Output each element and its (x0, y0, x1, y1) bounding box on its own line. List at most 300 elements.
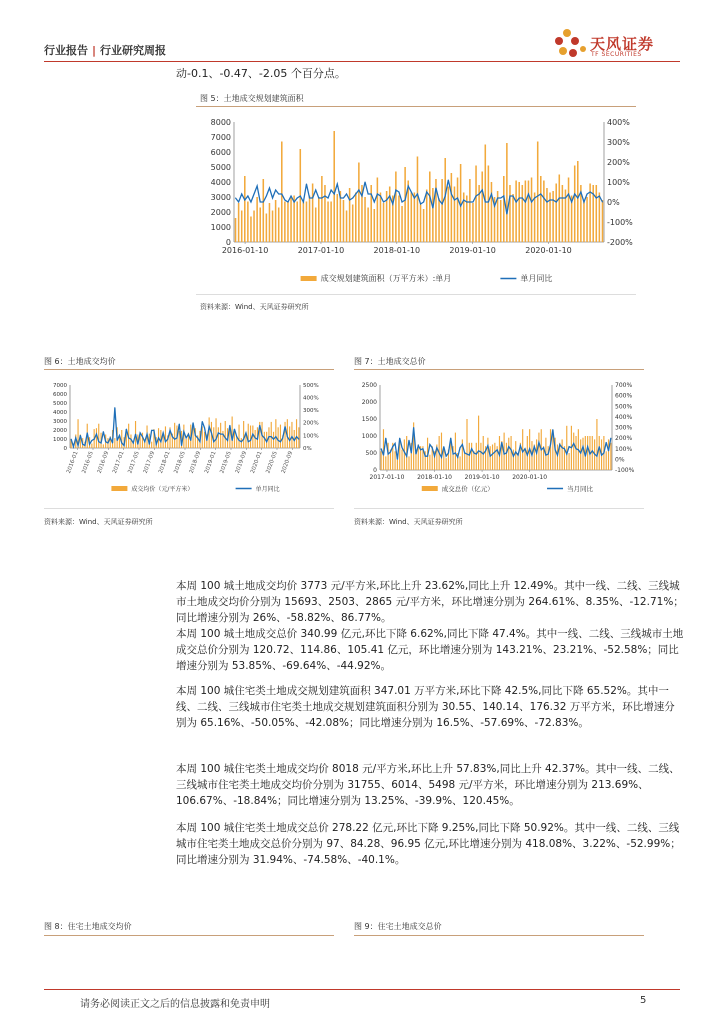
line-point (287, 436, 288, 437)
line-point (460, 206, 461, 207)
line-point (420, 449, 421, 450)
bar (241, 438, 242, 448)
line-point (432, 447, 433, 448)
bar (222, 431, 223, 448)
bar (103, 444, 104, 448)
bar (381, 451, 382, 470)
line-point (309, 198, 310, 199)
line-point (153, 430, 154, 431)
bar (540, 176, 542, 242)
line-point (331, 190, 332, 191)
bar (275, 200, 277, 242)
intro-text: 动-0.1、-0.47、-2.05 个百分点。 (176, 67, 346, 80)
bar (352, 205, 354, 243)
category-label: 行业报告 (44, 44, 88, 57)
x-tick-label: 2018-05 (173, 450, 187, 475)
bar (473, 451, 474, 470)
line-point (252, 434, 253, 435)
line-point (133, 442, 134, 443)
bar (459, 456, 460, 470)
line-point (337, 184, 338, 185)
line-point (222, 434, 223, 435)
right-tick-label: 500% (303, 382, 319, 389)
legend-line-label: 单月同比 (520, 274, 553, 283)
bar (569, 453, 570, 470)
line-point (608, 450, 609, 451)
bar (408, 456, 409, 470)
line-point (448, 453, 449, 454)
line-point (190, 440, 191, 441)
line-point (411, 453, 412, 454)
bar (330, 202, 332, 243)
line-point (442, 204, 443, 205)
footer-disclaimer: 请务必阅读正文之后的信息披露和免责申明 (80, 999, 270, 1010)
page-number: 5 (640, 995, 647, 1006)
line-point (534, 446, 535, 447)
bar (96, 428, 97, 448)
left-tick-label: 500 (365, 450, 377, 458)
line-point (429, 444, 430, 445)
line-point (494, 206, 495, 207)
right-tick-label: 700% (615, 382, 633, 390)
line-point (550, 444, 551, 445)
bar (290, 197, 292, 242)
line-point (602, 202, 603, 203)
line-point (555, 449, 556, 450)
bar (271, 422, 272, 448)
line-point (236, 436, 237, 437)
x-tick-label: 2016-09 (96, 450, 111, 475)
line-point (358, 190, 359, 191)
right-tick-label: 0% (615, 456, 625, 464)
line-point (543, 198, 544, 199)
line-point (471, 448, 472, 449)
line-point (568, 194, 569, 195)
bar (309, 196, 311, 243)
figure-6-title: 图 6：土地成交均价 (44, 357, 116, 366)
right-tick-label: 300% (607, 137, 630, 147)
line-point (501, 442, 502, 443)
right-tick-label: -200% (607, 237, 633, 247)
line-point (392, 446, 393, 447)
line-point (479, 194, 480, 195)
line-point (520, 445, 521, 446)
left-tick-label: 1500 (361, 416, 377, 424)
bar (367, 208, 369, 243)
figure-6-source: 资料来源：Wind、天风证券研究所 (44, 518, 153, 526)
line-point (328, 198, 329, 199)
line-point (460, 447, 461, 448)
bar (321, 176, 323, 242)
bar (448, 187, 450, 243)
bar (324, 185, 326, 242)
right-tick-label: 400% (615, 413, 633, 421)
bar (446, 458, 447, 470)
line-point (278, 440, 279, 441)
line-point (315, 190, 316, 191)
right-tick-label: 100% (607, 177, 630, 187)
line-point (564, 448, 565, 449)
line-point (264, 437, 265, 438)
figure-9-rule (354, 935, 644, 936)
subcategory-label: 行业研究周报 (100, 44, 167, 57)
bar (608, 439, 609, 470)
left-tick-label: 5000 (53, 400, 67, 407)
line-point (239, 440, 240, 441)
bar (466, 419, 467, 470)
line-point (478, 450, 479, 451)
left-tick-label: 4000 (210, 177, 231, 187)
bar (592, 436, 593, 470)
left-tick-label: 2500 (361, 382, 377, 390)
line-point (254, 194, 255, 195)
legend-bar-label: 成交均价（元/平方米） (131, 486, 194, 493)
right-tick-label: 400% (303, 395, 319, 402)
bar (174, 423, 175, 448)
bar (355, 193, 357, 243)
bar (269, 203, 271, 242)
line-point (149, 444, 150, 445)
bar (515, 441, 516, 470)
line-point (227, 440, 228, 441)
bar (244, 176, 246, 242)
line-point (268, 436, 269, 437)
line-point (263, 202, 264, 203)
legend-bar-swatch (111, 486, 127, 491)
left-tick-label: 2000 (361, 399, 377, 407)
x-tick-label: 2016-01-10 (221, 246, 269, 255)
line-point (114, 407, 115, 408)
bar (296, 202, 298, 243)
line-point (494, 451, 495, 452)
line-point (140, 432, 141, 433)
figure-7-source: 资料来源：Wind、天风证券研究所 (354, 518, 463, 526)
line-point (469, 455, 470, 456)
line-point (511, 449, 512, 450)
bar (438, 199, 440, 243)
line-point (300, 196, 301, 197)
line-point (158, 437, 159, 438)
figure-5-title: 图 5：土地成交规划建筑面积 (200, 94, 304, 103)
line-point (573, 443, 574, 444)
line-point (385, 438, 386, 439)
line-point (144, 441, 145, 442)
line-point (580, 192, 581, 193)
x-tick-label: 2017-01-10 (297, 246, 345, 255)
line-point (275, 436, 276, 437)
bar (574, 166, 576, 243)
bar (537, 142, 539, 243)
line-point (472, 202, 473, 203)
line-point (435, 188, 436, 189)
line-point (455, 453, 456, 454)
line-point (590, 192, 591, 193)
line-point (388, 454, 389, 455)
line-point (91, 440, 92, 441)
bar (374, 209, 376, 242)
bar (506, 143, 508, 242)
line-point (587, 194, 588, 195)
left-tick-label: 7000 (210, 132, 231, 142)
left-tick-label: 5000 (210, 162, 231, 172)
line-point (531, 455, 532, 456)
chart-svg (350, 375, 650, 500)
line-point (441, 457, 442, 458)
bar (303, 202, 305, 243)
line-point (82, 444, 83, 445)
bar (404, 167, 406, 242)
line-point (119, 435, 120, 436)
left-tick-label: 8000 (210, 117, 231, 127)
line-point (377, 194, 378, 195)
line-point (386, 200, 387, 201)
line-point (218, 432, 219, 433)
bar (275, 419, 276, 448)
line-point (596, 198, 597, 199)
legend-bar-label: 成交总价（亿元） (441, 485, 494, 493)
line-point (275, 190, 276, 191)
left-tick-label: 1000 (361, 433, 377, 441)
figure-8-title: 图 8：住宅土地成交均价 (44, 922, 132, 931)
bar (281, 142, 283, 243)
right-tick-label: 100% (303, 433, 319, 440)
bar (296, 419, 297, 448)
line-point (346, 194, 347, 195)
line-point (247, 196, 248, 197)
line-point (380, 196, 381, 197)
line-point (402, 202, 403, 203)
bar (580, 439, 581, 470)
line-point (245, 432, 246, 433)
line-point (271, 436, 272, 437)
line-point (408, 186, 409, 187)
line-point (291, 196, 292, 197)
bar (451, 173, 453, 242)
line-point (457, 198, 458, 199)
x-tick-label: 2017-09 (142, 450, 157, 475)
line-point (280, 441, 281, 442)
left-tick-label: 6000 (53, 391, 67, 398)
line-point (562, 447, 563, 448)
right-tick-label: 0% (607, 197, 620, 207)
left-tick-label: 3000 (53, 418, 67, 425)
x-tick-label: 2018-09 (188, 450, 203, 475)
line-point (165, 441, 166, 442)
line-point (269, 188, 270, 189)
right-tick-label: 500% (615, 403, 633, 411)
bar (253, 211, 255, 243)
line-point (592, 450, 593, 451)
line-point (234, 429, 235, 430)
bar (464, 453, 465, 470)
left-tick-label: 4000 (53, 409, 67, 416)
line-point (167, 439, 168, 440)
line-point (285, 426, 286, 427)
line-point (476, 454, 477, 455)
line-point (482, 190, 483, 191)
line-point (519, 198, 520, 199)
bar (577, 161, 579, 242)
legend-bar-swatch (301, 276, 317, 281)
bar (602, 200, 604, 242)
x-tick-label: 2020-01-10 (512, 474, 548, 481)
bar (515, 181, 517, 243)
bar (485, 145, 487, 243)
bar (487, 438, 488, 470)
line-point (483, 454, 484, 455)
line-point (545, 455, 546, 456)
line-point (262, 435, 263, 436)
bar (385, 456, 386, 470)
line-point (417, 194, 418, 195)
line-point (225, 437, 226, 438)
line-point (534, 198, 535, 199)
line-point (103, 431, 104, 432)
line-point (418, 445, 419, 446)
line-point (425, 456, 426, 457)
bar (518, 182, 520, 242)
bar (490, 446, 491, 470)
logo-text: 天风证券 (590, 35, 655, 53)
paragraph-residential-total-price: 本周 100 城住宅类土地成交总价 278.22 亿元,环比下降 9.25%,同比下降 50.92%。其中一线、二线、三线城市住宅类土地成交总价分别为 97、84.28、96.95 亿元,环比增速分别为 418.08%、3.22%、-52.99%；同比增速分别为 31.94%、-74.58%、-40.1%。 (176, 822, 681, 866)
line-point (504, 454, 505, 455)
bar (454, 187, 456, 243)
figure-5-bottom-rule (196, 294, 636, 295)
line-point (107, 442, 108, 443)
line-point (427, 456, 428, 457)
line-point (473, 453, 474, 454)
line-point (278, 194, 279, 195)
bar (531, 178, 533, 243)
line-point (272, 198, 273, 199)
bar (186, 439, 187, 448)
logo-subtext: TF SECURITIES (591, 51, 642, 58)
paragraph-land-avg-price: 本周 100 城土地成交均价 3773 元/平方米,环比上升 23.62%,同比上升 12.49%。其中一线、二线、三线城市土地成交均价分别为 15693、2503、2865 元/平方米，环比增速分别为 264.61%、8.35%、-12.71%；同比增速分别为 26%、-58.82%、86.77%。 (176, 580, 684, 624)
bar (411, 193, 413, 243)
line-point (321, 198, 322, 199)
line-point (399, 438, 400, 439)
line-point (75, 437, 76, 438)
line-point (508, 446, 509, 447)
line-point (513, 456, 514, 457)
legend-bar-label: 成交规划建筑面积（万平方米）:单月 (320, 274, 452, 283)
line-point (89, 444, 90, 445)
bar (566, 426, 567, 470)
line-point (528, 194, 529, 195)
line-point (156, 444, 157, 445)
line-point (80, 435, 81, 436)
line-point (404, 451, 405, 452)
left-tick-label: 7000 (53, 382, 67, 389)
line-point (603, 453, 604, 454)
line-point (409, 440, 410, 441)
line-point (559, 198, 560, 199)
line-point (94, 439, 95, 440)
left-tick-label: 2000 (210, 207, 231, 217)
line-point (487, 445, 488, 446)
line-point (229, 425, 230, 426)
line-point (71, 439, 72, 440)
bar (151, 442, 152, 448)
bar (247, 202, 249, 243)
line-point (282, 437, 283, 438)
bar (582, 438, 583, 470)
figure-7-title: 图 7：土地成交总价 (354, 357, 426, 366)
bar (98, 424, 99, 448)
bar (475, 166, 477, 243)
line-point (464, 453, 465, 454)
x-tick-label: 2018-01-10 (417, 474, 452, 481)
bar (508, 438, 509, 470)
bar (573, 433, 574, 470)
line-point (497, 198, 498, 199)
x-tick-label: 2017-01-10 (369, 474, 405, 481)
line-point (390, 451, 391, 452)
bar (220, 423, 221, 448)
bar (364, 197, 366, 242)
line-point (466, 202, 467, 203)
bar (511, 436, 512, 470)
bar (398, 196, 400, 243)
line-point (87, 432, 88, 433)
bar (599, 436, 600, 470)
legend-line-label: 单月同比 (255, 486, 280, 493)
line-point (446, 456, 447, 457)
line-point (294, 440, 295, 441)
right-tick-label: 0% (303, 445, 312, 452)
line-point (432, 208, 433, 209)
line-point (266, 196, 267, 197)
line-point (257, 439, 258, 440)
bar (586, 197, 588, 242)
chart-svg (196, 110, 656, 290)
bar (114, 438, 115, 448)
bar (432, 188, 434, 242)
chart-land-area (196, 110, 656, 290)
bar (255, 430, 256, 448)
bar (457, 178, 459, 243)
bar (552, 191, 554, 242)
line-point (599, 196, 600, 197)
line-point (392, 204, 393, 205)
line-point (238, 202, 239, 203)
line-point (398, 192, 399, 193)
line-point (306, 184, 307, 185)
bar (543, 181, 545, 243)
x-tick-label: 2019-01-10 (449, 246, 496, 255)
bar (318, 197, 320, 242)
line-point (209, 426, 210, 427)
bar (91, 444, 92, 449)
line-point (492, 454, 493, 455)
line-point (163, 432, 164, 433)
line-point (550, 200, 551, 201)
line-point (583, 446, 584, 447)
left-tick-label: 2000 (53, 427, 67, 434)
line-point (206, 440, 207, 441)
bar (291, 422, 292, 448)
bar (130, 435, 131, 449)
line-point (423, 202, 424, 203)
x-tick-label: 2018-01-10 (373, 246, 421, 255)
bar (256, 197, 258, 242)
bar (225, 421, 226, 448)
line-point (543, 447, 544, 448)
bar (480, 443, 481, 470)
bar (506, 443, 507, 470)
bar (266, 214, 268, 243)
figure-5-rule (196, 106, 636, 107)
